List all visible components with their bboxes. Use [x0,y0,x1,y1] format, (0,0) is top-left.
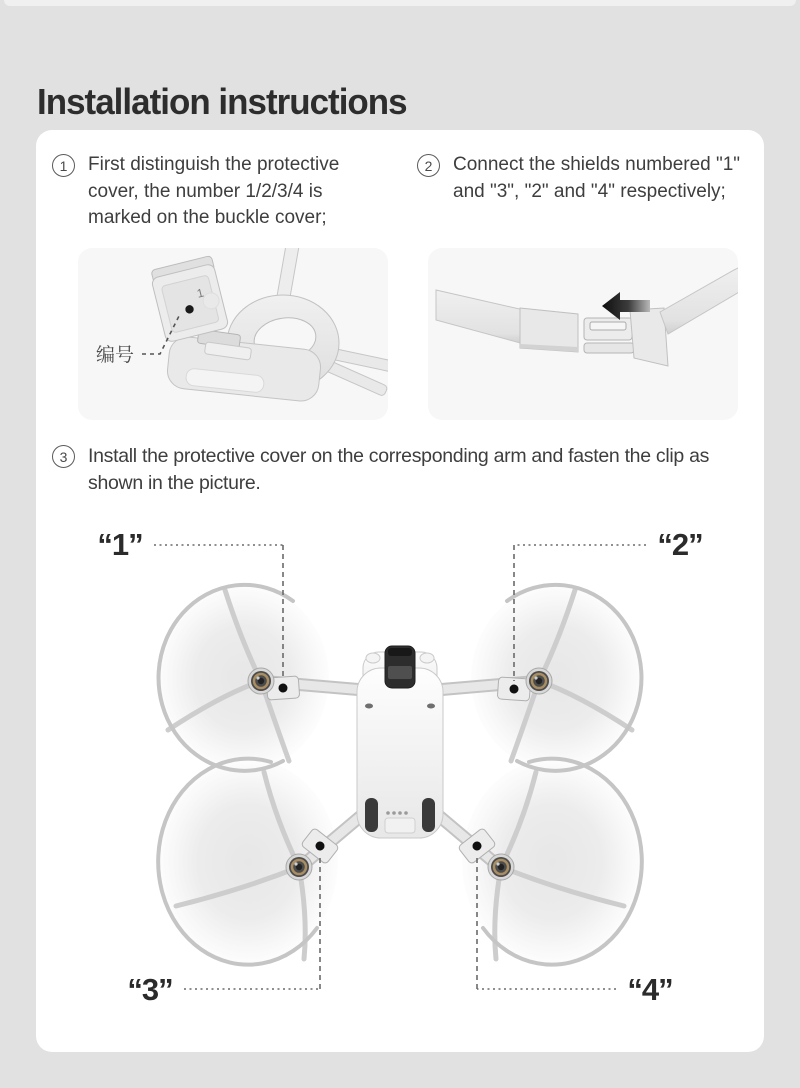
shield-arm-right [584,264,738,366]
step-2-text: Connect the shields numbered "1" and "3", "2" and "4" respectively; [453,154,741,202]
battery-hatch [385,818,415,833]
figure-buckle-cover [78,248,388,420]
top-divider [4,0,796,6]
drone-body [357,646,443,838]
page-title: Installation instructions [37,81,407,123]
connector-slot [590,322,626,330]
label-shield-4: “4” [627,972,673,1007]
step-1 [52,152,402,232]
step-1-text: First distinguish the protective cover, the number 1/2/3/4 is marked on the buckle cover; [88,154,340,229]
vent-left [365,798,378,832]
buckle-lid [149,255,229,342]
gimbal-camera [385,646,415,688]
label-shield-3: “3” [127,972,173,1007]
shield-arm-left [436,290,578,352]
step-2-number-icon: 2 [417,154,440,177]
step-3-number-icon: 3 [52,445,75,468]
lid-number-mark: 1 [195,285,206,301]
step-3 [52,443,752,498]
label-shield-1: “1” [97,527,143,562]
drone-diagram [36,510,764,1032]
step-2 [417,152,752,205]
step-1-number-icon: 1 [52,154,75,177]
callout-label: 编号 [96,345,135,366]
buckle-cover-illustration [78,248,388,420]
figure-connect-shields [428,248,738,420]
instructions-card [36,130,764,1052]
label-shield-2: “2” [657,527,703,562]
connect-shields-illustration [428,248,738,420]
drone-top-view [36,510,764,1032]
step-3-text: Install the protective cover on the corresponding arm and fasten the clip as shown in the picture. [88,445,710,495]
vent-right [422,798,435,832]
